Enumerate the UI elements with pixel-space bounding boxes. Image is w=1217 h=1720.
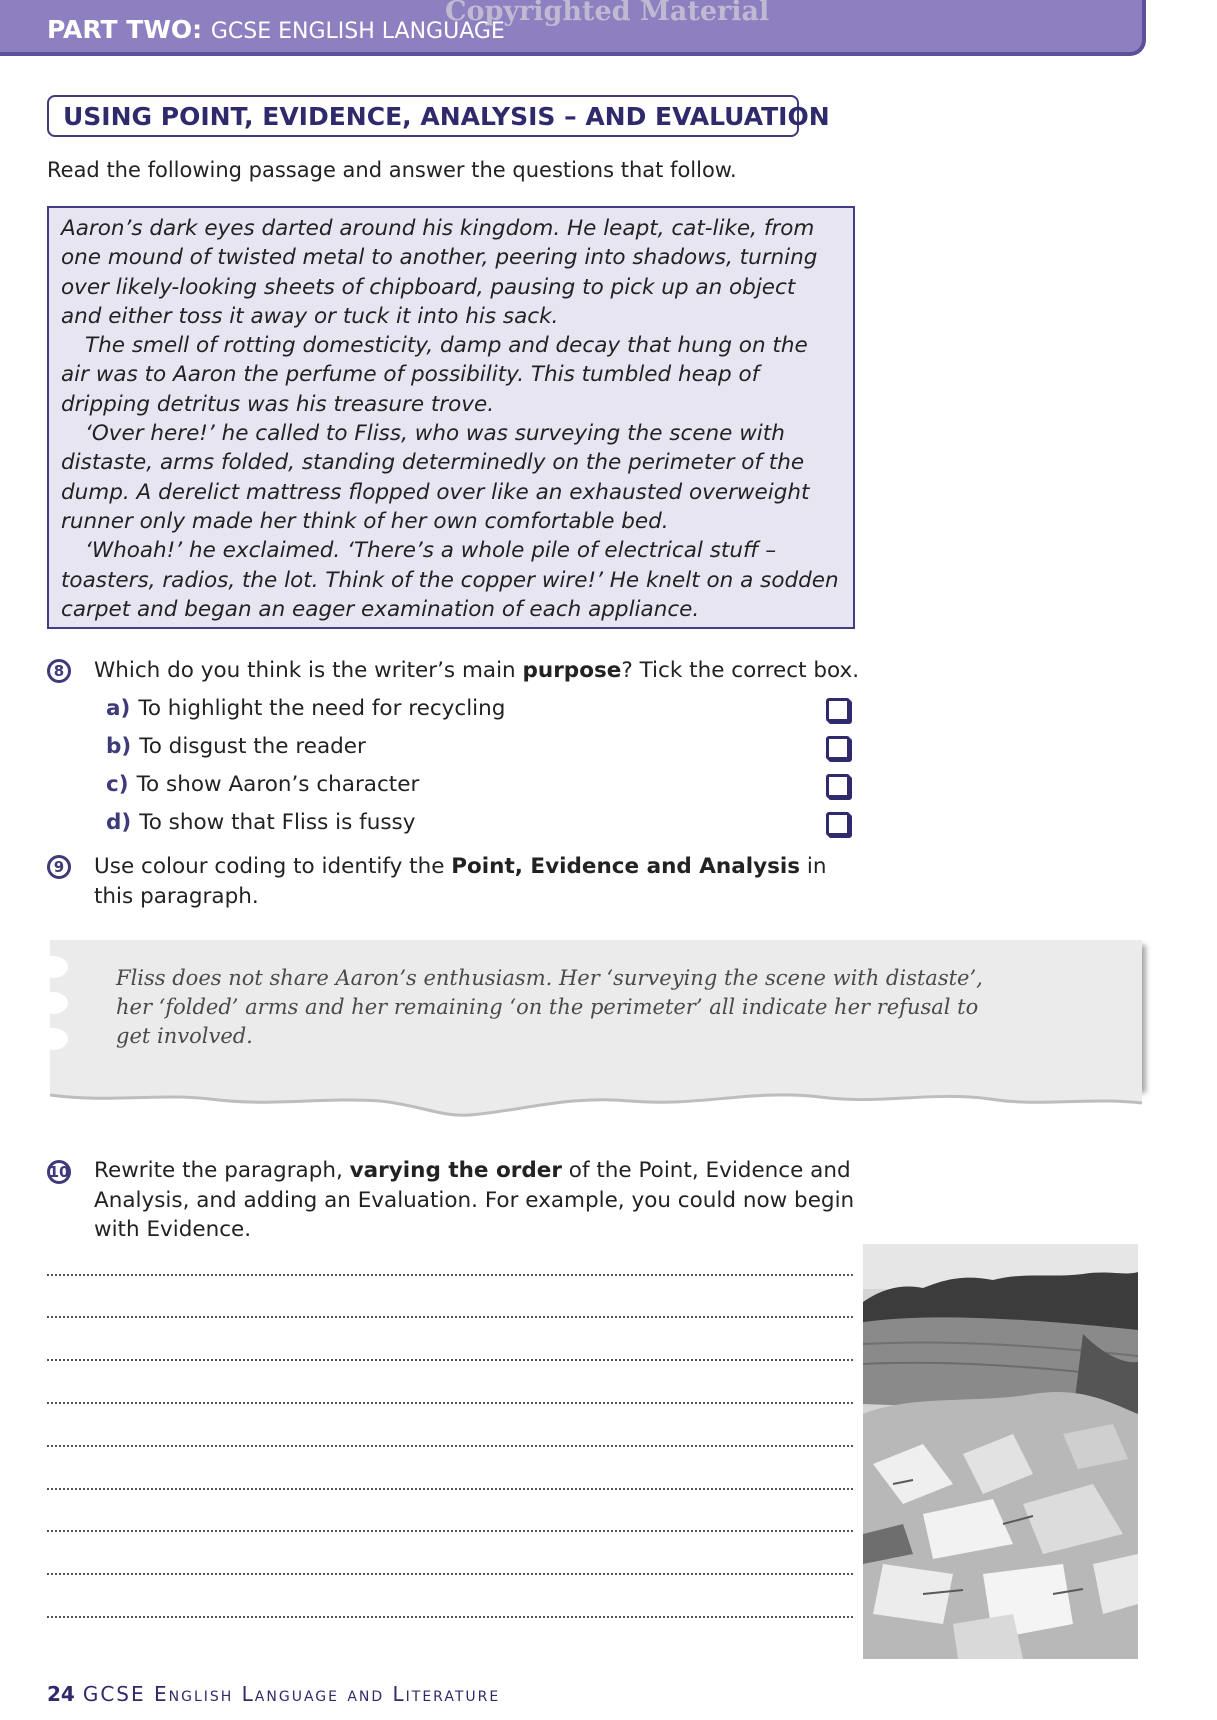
- header-part-label: PART TWO:: [47, 15, 203, 44]
- option-letter: b): [106, 734, 132, 759]
- option-c: [106, 772, 419, 797]
- answer-line[interactable]: [47, 1359, 853, 1361]
- answer-line[interactable]: [47, 1488, 853, 1490]
- question-10-text-end: of the Point, Evidence and Analysis, and adding an Evaluation. For example, you could now begin with Evidence.: [94, 1158, 855, 1242]
- tick-box-d[interactable]: [826, 812, 850, 836]
- section-title: USING POINT, EVIDENCE, ANALYSIS – AND EVALUATION: [47, 95, 799, 137]
- passage-paragraph: Aaron’s dark eyes darted around his kingdom. He leapt, cat-like, from one mound of twisted metal to another, peering into shadows, turning over likely-looking sheets of chipboard, pausing to pick up an object and either toss it away or tuck it into his sack.: [61, 216, 818, 329]
- answer-line[interactable]: [47, 1616, 853, 1618]
- binder-hole: [38, 956, 68, 978]
- watermark: Copyrighted Material: [445, 0, 770, 27]
- question-9-text-start: Use colour coding to identify the: [94, 854, 452, 879]
- answer-line[interactable]: [47, 1402, 853, 1404]
- tick-box-c[interactable]: [826, 774, 850, 798]
- page-footer: [47, 1682, 500, 1706]
- answer-line[interactable]: [47, 1445, 853, 1447]
- question-9-text: [94, 852, 854, 911]
- passage-box: [47, 206, 855, 629]
- passage-paragraph: The smell of rotting domesticity, damp and decay that hung on the air was to Aaron the perfume of possibility. This tumbled heap of dripping detritus was his treasure trove.: [61, 333, 808, 417]
- binder-hole: [38, 992, 68, 1014]
- option-text: To show that Fliss is fussy: [139, 810, 416, 835]
- question-number-8: 8: [47, 659, 71, 683]
- header-subject: GCSE ENGLISH LANGUAGE: [210, 19, 505, 44]
- tick-box-a[interactable]: [826, 698, 850, 722]
- answer-line[interactable]: [47, 1530, 853, 1532]
- question-9-keyword: Point, Evidence and Analysis: [451, 854, 801, 879]
- question-8-text-start: Which do you think is the writer’s main: [94, 658, 523, 683]
- question-8-text: [94, 656, 894, 686]
- option-letter: d): [106, 810, 132, 835]
- book-title: GCSE English Language and Literature: [82, 1682, 501, 1706]
- question-10-text-start: Rewrite the paragraph,: [94, 1158, 350, 1183]
- answer-line[interactable]: [47, 1573, 853, 1575]
- question-10-keyword: varying the order: [349, 1158, 562, 1183]
- rubbish-dump-photo: [863, 1244, 1138, 1659]
- question-10-text: [94, 1156, 874, 1245]
- sample-paragraph-text: Fliss does not share Aaron’s enthusiasm. Her ‘surveying the scene with distaste’, her ‘folded’ arms and her remaining ‘on the perimeter’ all indicate her refusal to get involved.: [116, 966, 983, 1048]
- answer-line[interactable]: [47, 1274, 853, 1276]
- torn-edge: [50, 1085, 1150, 1125]
- sample-paragraph-note: [50, 940, 1142, 1088]
- question-8-keyword: purpose: [522, 658, 622, 683]
- page-number: 24: [47, 1682, 75, 1706]
- binder-hole: [38, 1028, 68, 1050]
- option-text: To highlight the need for recycling: [138, 696, 506, 721]
- option-letter: c): [106, 772, 129, 797]
- option-a: [106, 696, 505, 721]
- option-letter: a): [106, 696, 131, 721]
- option-text: To disgust the reader: [139, 734, 366, 759]
- question-number-10: 10: [47, 1160, 71, 1184]
- option-text: To show Aaron’s character: [136, 772, 420, 797]
- option-b: [106, 734, 366, 759]
- intro-text: Read the following passage and answer the questions that follow.: [47, 158, 737, 182]
- passage-paragraph: ‘Over here!’ he called to Fliss, who was surveying the scene with distaste, arms folded, standing determinedly on the perimeter of the dump. A derelict mattress flopped over like an exhausted overweight runner only made her think of her own comfortable bed.: [61, 421, 810, 534]
- option-d: [106, 810, 415, 835]
- question-8-text-end: ? Tick the correct box.: [621, 658, 860, 683]
- question-9-text-end: in this paragraph.: [94, 854, 827, 909]
- tick-box-b[interactable]: [826, 736, 850, 760]
- passage-paragraph: ‘Whoah!’ he exclaimed. ‘There’s a whole pile of electrical stuff – toasters, radios, the lot. Think of the copper wire!’ He knelt on a sodden carpet and began an eager examination of each appliance.: [61, 538, 839, 622]
- question-number-9: 9: [47, 855, 71, 879]
- header-title: [47, 15, 505, 44]
- answer-line[interactable]: [47, 1316, 853, 1318]
